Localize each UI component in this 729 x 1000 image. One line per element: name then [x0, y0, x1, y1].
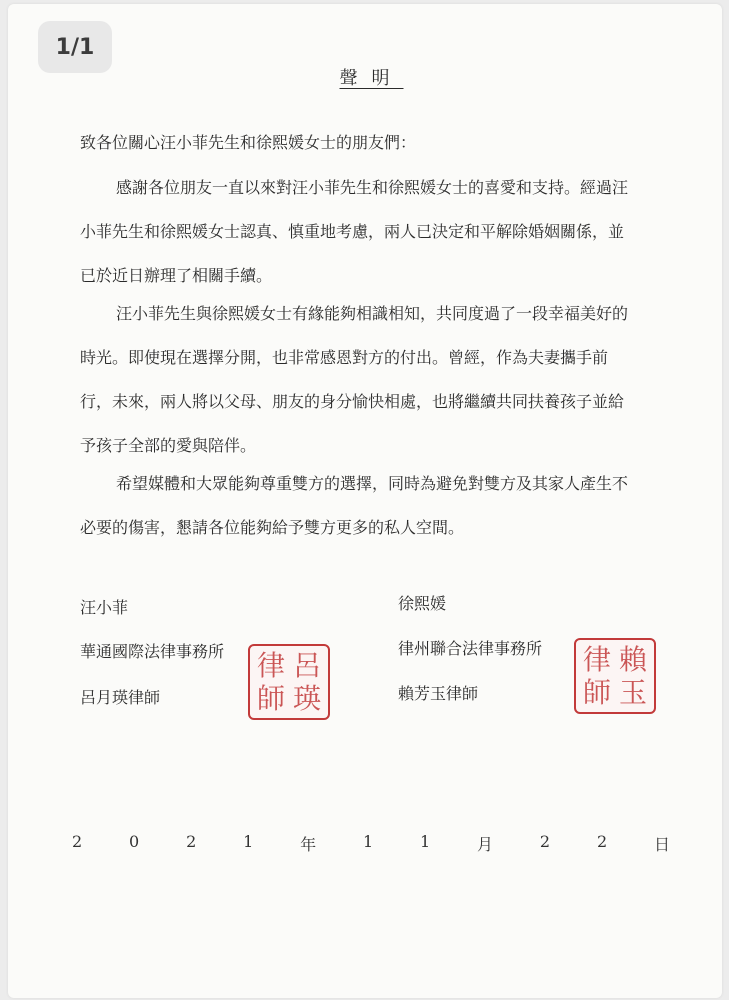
paragraph-request [80, 462, 670, 550]
seal-char: 師 [582, 675, 611, 709]
paragraph-line: 時光。即使現在選擇分開，也非常感恩對方的付出。曾經，作為夫妻攜手前 [80, 348, 609, 367]
paragraph-line: 必要的傷害，懇請各位能夠給予雙方更多的私人空間。 [80, 518, 465, 537]
seal-char: 律 [256, 648, 285, 682]
left-lawyer-seal [248, 644, 330, 720]
date-char: 1 [243, 832, 254, 851]
left-lawyer: 呂月瑛律師 [80, 688, 161, 707]
right-law-firm: 律州聯合法律事務所 [398, 639, 543, 658]
seal-char: 呂 [292, 648, 321, 682]
left-law-firm: 華通國際法律事務所 [80, 642, 225, 661]
paragraph-line: 感謝各位朋友一直以來對汪小菲先生和徐熙媛女士的喜愛和支持。經過汪 [116, 178, 629, 197]
date-char: 2 [72, 832, 83, 851]
page-indicator: 1/1 [38, 21, 112, 73]
right-signatory-name: 徐熙媛 [398, 594, 447, 613]
paragraph-relationship [80, 292, 670, 468]
title-text: 聲明 [339, 68, 404, 89]
date-char: 1 [420, 832, 431, 851]
seal-char: 賴 [618, 642, 647, 676]
paragraph-thanks [80, 166, 670, 298]
seal-char: 律 [582, 642, 611, 676]
paragraph-line: 汪小菲先生與徐熙媛女士有緣能夠相識相知，共同度過了一段幸福美好的 [116, 304, 629, 323]
right-lawyer: 賴芳玉律師 [398, 684, 479, 703]
seal-char: 瑛 [292, 681, 321, 715]
salutation: 致各位關心汪小菲先生和徐熙媛女士的朋友們： [80, 133, 417, 152]
document-title [0, 64, 729, 90]
paragraph-line: 希望媒體和大眾能夠尊重雙方的選擇，同時為避免對雙方及其家人產生不 [116, 474, 629, 493]
date-char: 2 [539, 832, 551, 851]
paragraph-line: 小菲先生和徐熙媛女士認真、慎重地考慮，兩人已決定和平解除婚姻關係，並 [80, 222, 625, 241]
seal-char: 師 [256, 681, 285, 715]
document-date [72, 832, 670, 855]
left-signatory-name: 汪小菲 [80, 598, 129, 617]
date-char: 日 [653, 835, 670, 854]
date-char: 1 [362, 832, 374, 851]
date-char: 年 [300, 835, 317, 854]
date-char: 0 [129, 832, 140, 851]
paragraph-line: 行，未來，兩人將以父母、朋友的身分愉快相處，也將繼續共同扶養孩子並給 [80, 392, 625, 411]
date-char: 月 [477, 835, 494, 854]
date-char: 2 [186, 832, 197, 851]
right-lawyer-seal [574, 638, 656, 714]
seal-char: 玉 [618, 675, 647, 709]
date-char: 2 [596, 832, 608, 851]
paragraph-line: 予孩子全部的愛與陪伴。 [80, 436, 257, 455]
paragraph-line: 已於近日辦理了相關手續。 [80, 266, 273, 285]
